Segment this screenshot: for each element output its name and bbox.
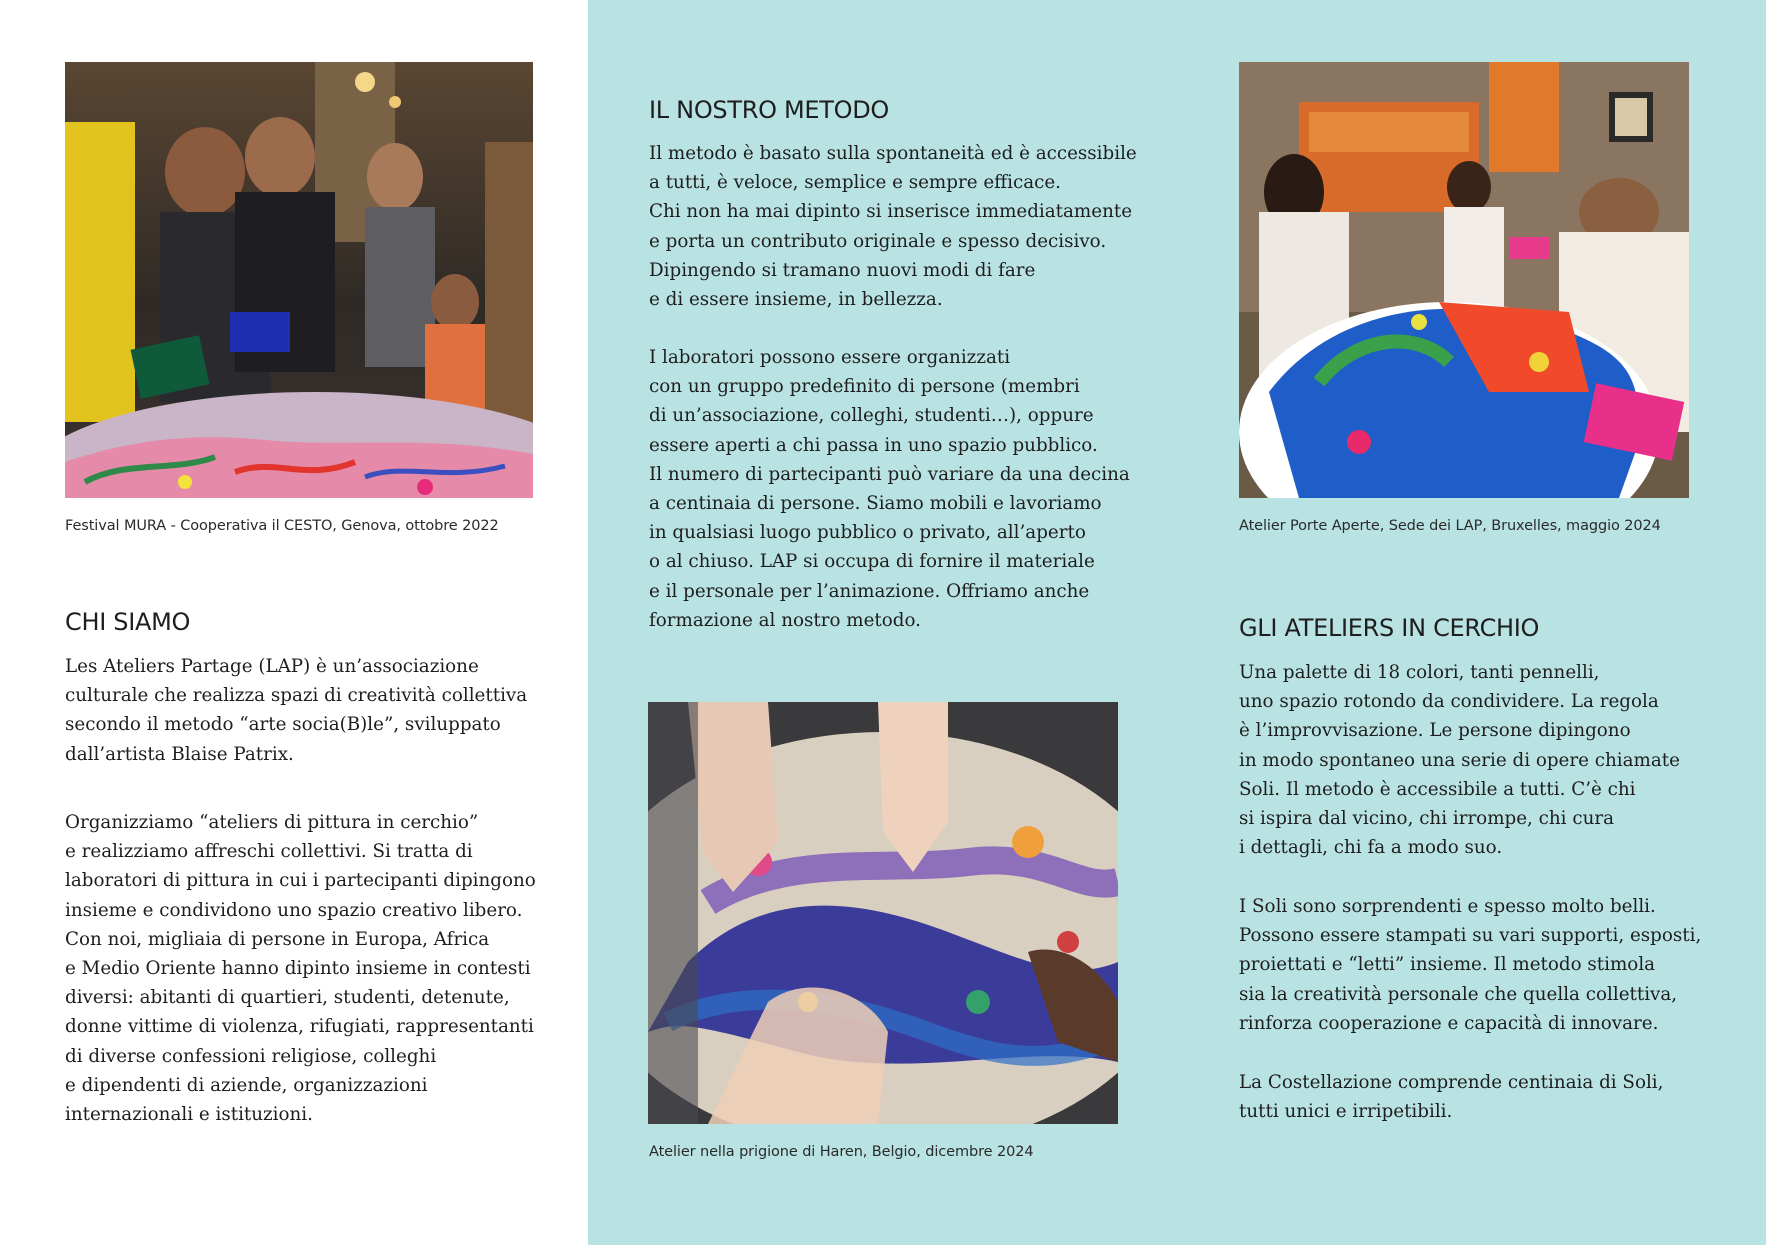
chi-siamo-paragraph-2: Organizziamo “ateliers di pittura in cerchio” e realizziamo affreschi collettivi. Si tratta di laboratori di pittura in cui i partecipanti dipingono insieme e condividono uno spazio creativo libero. Con noi, migliaia di persone in Europa, Africa e Medio Oriente hanno dipinto insieme in contesti diversi: abitanti di quartieri, studenti, detenute, donne vittime di violenza, rifugiati, rappresentanti di diverse confessioni religiose, colleghi e dipendenti di aziende, organizzazioni internazionali e istituzioni. bbox=[65, 812, 536, 1126]
photo-caption-festival: Festival MURA - Cooperativa il CESTO, Genova, ottobre 2022 bbox=[65, 518, 499, 534]
ateliers-paragraph-2: I Soli sono sorprendenti e spesso molto belli. Possono essere stampati su vari supporti, esposti, proiettati e “letti” insieme. Il metodo stimola sia la creatività personale che quella collettiva, rinforza cooperazione e capacità di innovare. bbox=[1239, 896, 1702, 1034]
photo-haren-prison bbox=[648, 702, 1118, 1124]
ateliers-paragraph-3: La Costellazione comprende centinaia di Soli, tutti unici e irripetibili. bbox=[1239, 1072, 1664, 1123]
photo-caption-porte-aperte: Atelier Porte Aperte, Sede dei LAP, Bruxelles, maggio 2024 bbox=[1239, 518, 1661, 534]
photo-festival-mura bbox=[65, 62, 533, 498]
section-title-metodo: IL NOSTRO METODO bbox=[649, 96, 890, 124]
photo-caption-haren: Atelier nella prigione di Haren, Belgio, dicembre 2024 bbox=[649, 1144, 1034, 1160]
section-title-ateliers-cerchio: GLI ATELIERS IN CERCHIO bbox=[1239, 614, 1540, 642]
metodo-paragraph-1: Il metodo è basato sulla spontaneità ed è accessibile a tutti, è veloce, semplice e sempre efficace. Chi non ha mai dipinto si inserisce immediatamente e porta un contributo originale e spesso decisivo. Dipingendo si tramano nuovi modi di fare e di essere insieme, in bellezza. bbox=[649, 143, 1137, 311]
section-title-chi-siamo: CHI SIAMO bbox=[65, 608, 191, 636]
chi-siamo-paragraph-1: Les Ateliers Partage (LAP) è un’associazione culturale che realizza spazi di creatività collettiva secondo il metodo “arte socia(B)le”, sviluppato dall’artista Blaise Patrix. bbox=[65, 656, 528, 765]
ateliers-paragraph-1: Una palette di 18 colori, tanti pennelli, uno spazio rotondo da condividere. La regola è l’improvvisazione. Le persone dipingono in modo spontaneo una serie di opere chiamate Soli. Il metodo è accessibile a tutti. C’è chi si ispira dal vicino, chi irrompe, chi cura i dettagli, chi fa a modo suo. bbox=[1239, 662, 1680, 859]
photo-porte-aperte bbox=[1239, 62, 1689, 498]
metodo-paragraph-2: I laboratori possono essere organizzati con un gruppo predefinito di persone (membri di un’associazione, colleghi, studenti…), oppure essere aperti a chi passa in uno spazio pubblico. Il numero di partecipanti può variare da una decina a centinaia di persone. Siamo mobili e lavoriamo in qualsiasi luogo pubblico o privato, all’aperto o al chiuso. LAP si occupa di fornire il materiale e il personale per l’animazione. Offriamo anche formazione al nostro metodo. bbox=[649, 347, 1130, 631]
